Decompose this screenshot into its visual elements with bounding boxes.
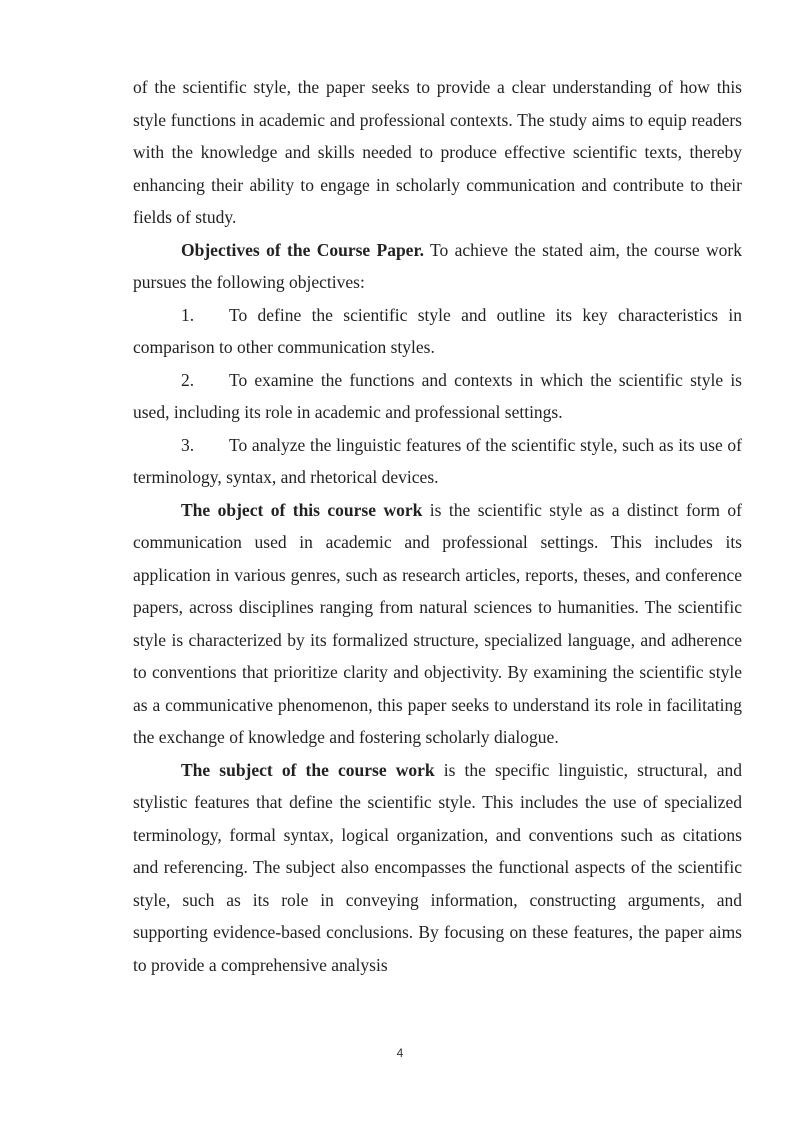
objective-text: To analyze the linguistic features of the scientific style, such as its use of terminology, syntax, and rhetorical devices.	[133, 434, 742, 487]
object-text: is the scientific style as a distinct form of communication used in academic and professional settings. This includes its application in various genres, such as research articles, reports, theses, and conference papers, across disciplines ranging from natural sciences to humanities. The scientific style is characterized by its formalized structure, specialized language, and adherence to conventions that prioritize clarity and objectivity. By examining the scientific style as a communicative phenomenon, this paper seeks to understand its role in facilitating the exchange of knowledge and fostering scholarly dialogue.	[133, 499, 742, 747]
objectives-paragraph	[133, 234, 742, 299]
page-number: 4	[396, 1046, 404, 1060]
objective-item-2	[133, 364, 742, 429]
objective-text: To define the scientific style and outline its key characteristics in comparison to other communication styles.	[133, 304, 742, 357]
objectives-heading: Objectives of the Course Paper.	[181, 239, 424, 260]
body-text	[133, 71, 742, 981]
subject-text: is the specific linguistic, structural, and stylistic features that define the scientific style. This includes the use of specialized terminology, formal syntax, logical organization, and conventions such as citations and referencing. The subject also encompasses the functional aspects of the scientific style, such as its role in conveying information, constructing arguments, and supporting evidence-based conclusions. By focusing on these features, the paper aims to provide a comprehensive analysis	[133, 759, 742, 975]
objective-item-1	[133, 299, 742, 364]
objective-item-3	[133, 429, 742, 494]
objective-number: 1.	[181, 304, 195, 325]
subject-paragraph	[133, 754, 742, 982]
objective-text: To examine the functions and contexts in which the scientific style is used, including its role in academic and professional settings.	[133, 369, 742, 422]
object-paragraph	[133, 494, 742, 754]
objectives-text: To achieve the stated aim, the course work pursues the following objectives:	[133, 239, 742, 292]
objective-number: 2.	[181, 369, 195, 390]
object-heading: The object of this course work	[181, 499, 423, 520]
subject-heading: The subject of the course work	[181, 759, 435, 780]
intro-continuation-paragraph: of the scientific style, the paper seeks to provide a clear understanding of how this style functions in academic and professional contexts. The study aims to equip readers with the knowledge and skills needed to produce effective scientific texts, thereby enhancing their ability to engage in scholarly communication and contribute to their fields of study.	[133, 77, 742, 227]
objective-number: 3.	[181, 434, 195, 455]
